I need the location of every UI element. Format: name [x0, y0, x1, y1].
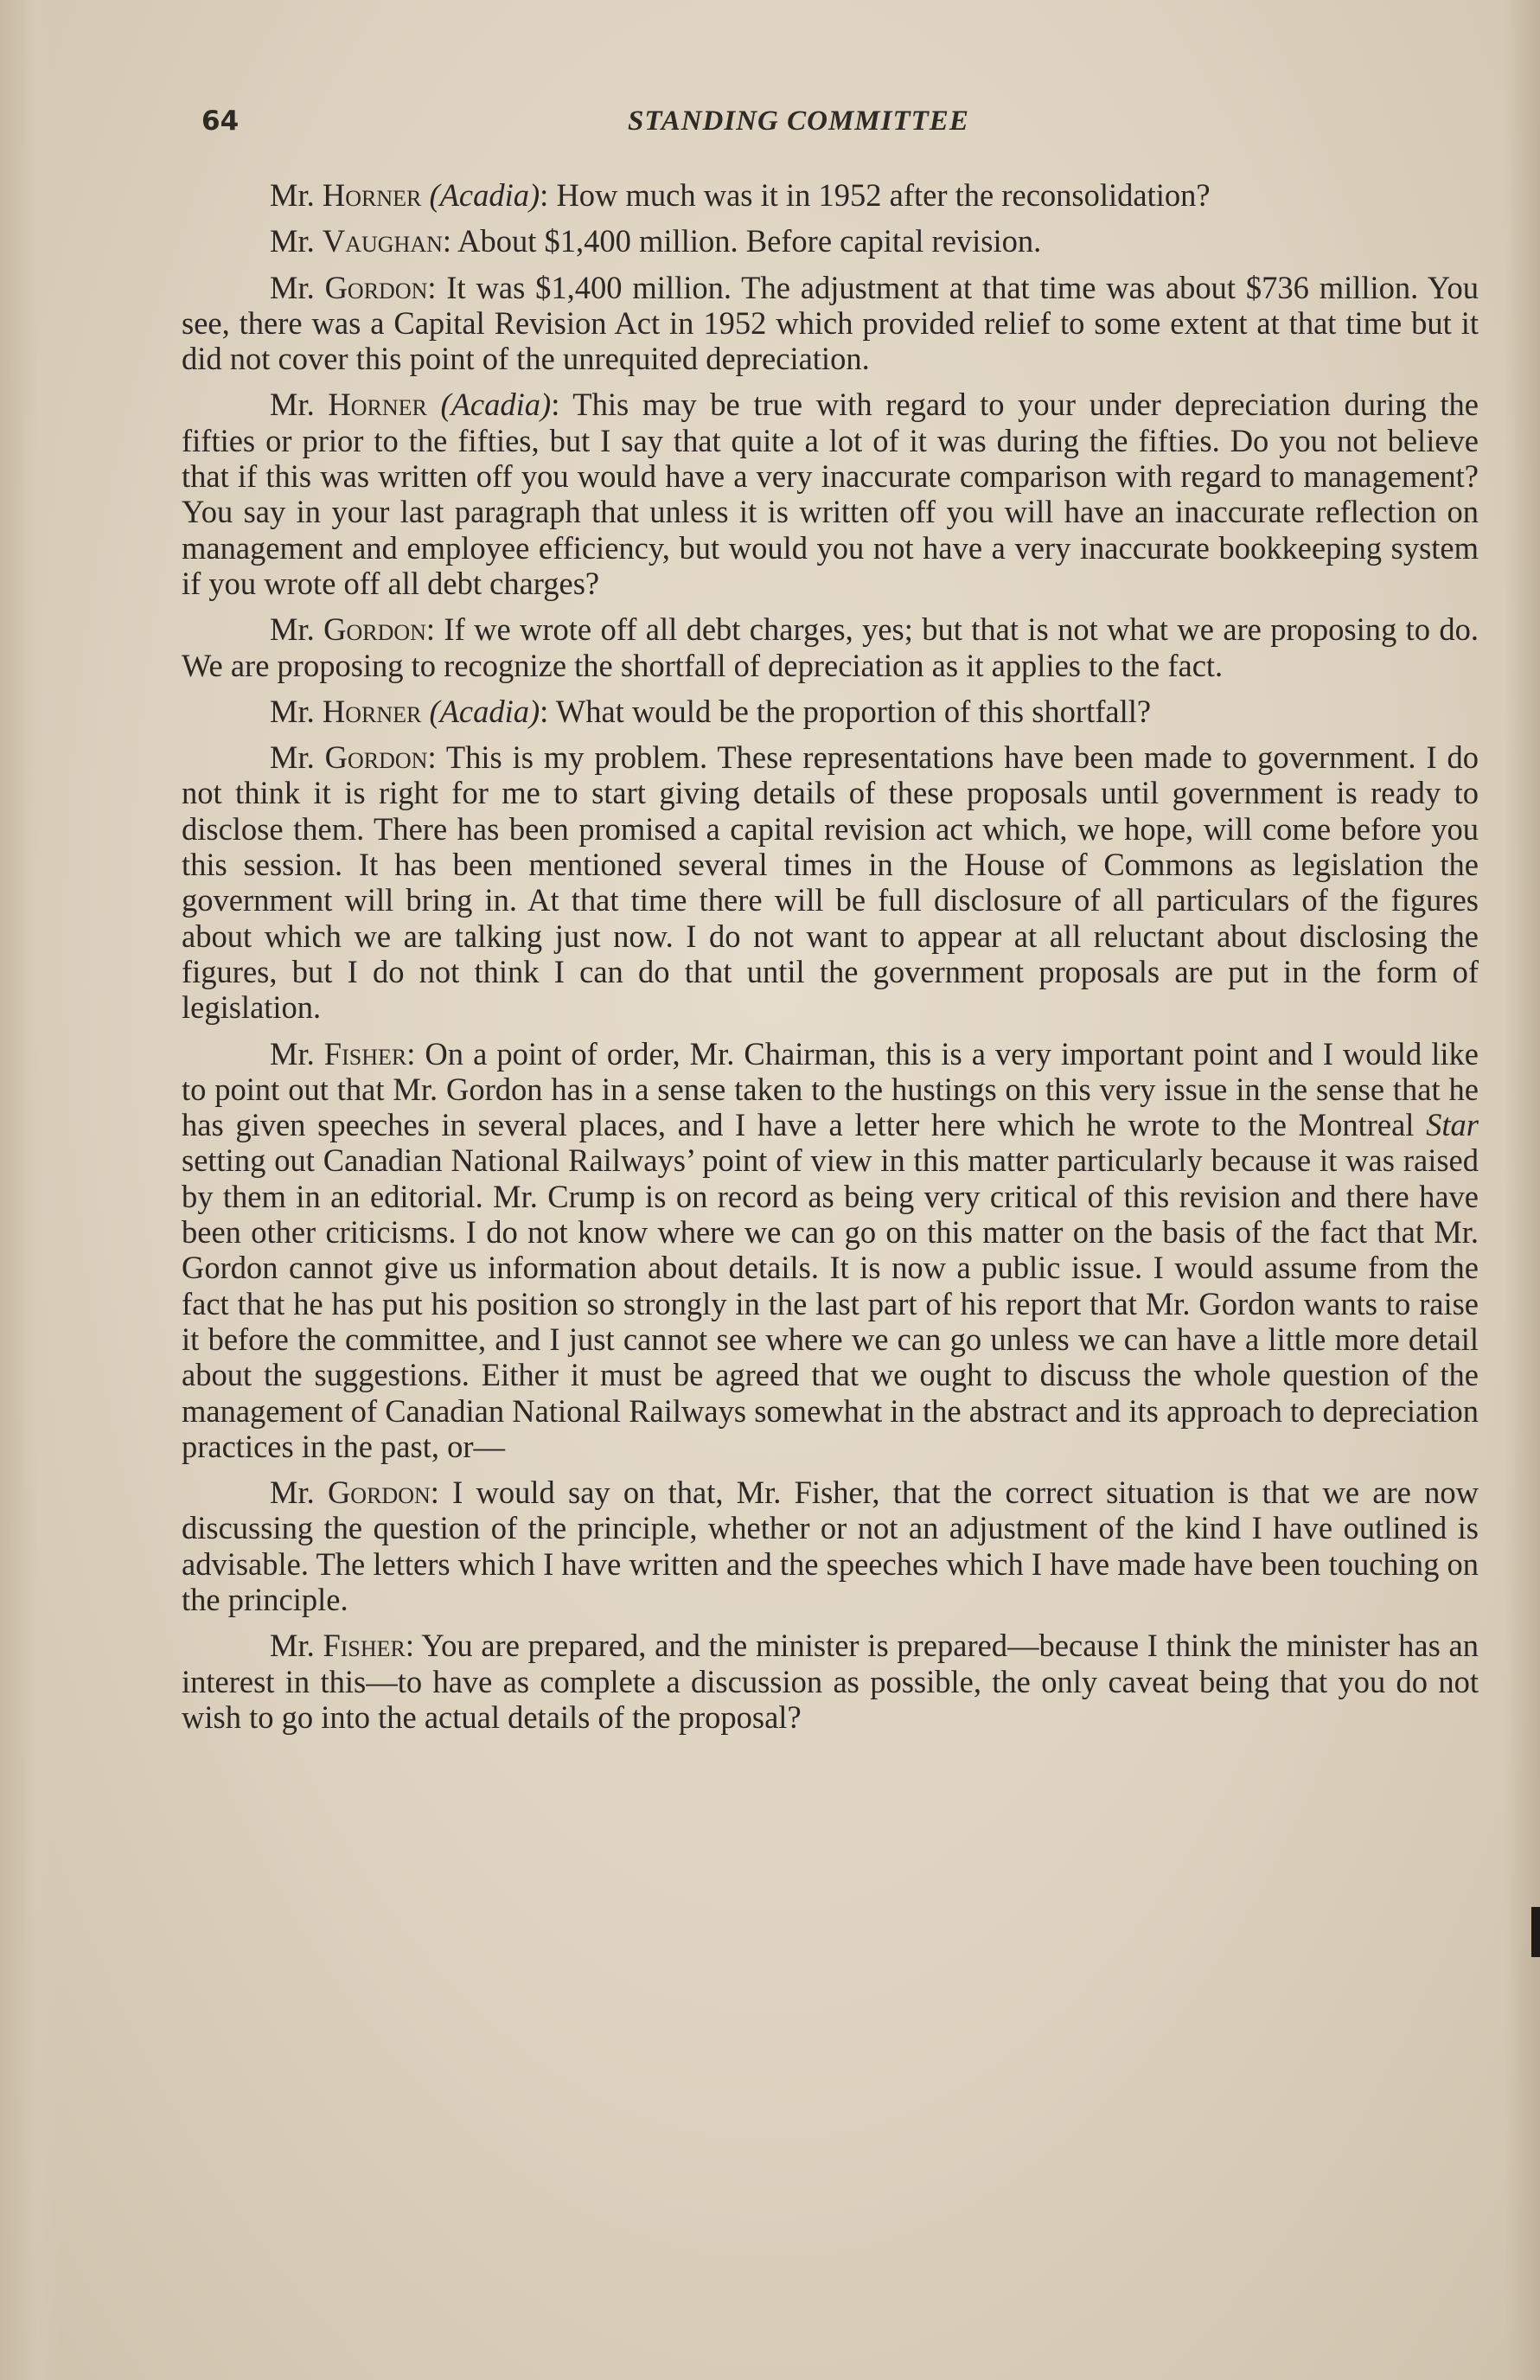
speaker-prefix: Mr. — [270, 1035, 324, 1072]
transcript-paragraph — [182, 739, 1479, 1025]
speaker-prefix: Mr. — [270, 739, 325, 776]
transcript-paragraph — [182, 611, 1479, 683]
transcript-paragraph — [182, 270, 1479, 377]
transcript-paragraph — [182, 387, 1479, 601]
transcript-body — [182, 177, 1479, 1745]
page-header — [201, 106, 1458, 149]
speech-text: : If we wrote off all debt charges, yes; but that is not what we are proposing to do. We are proposing to recognize the shortfall of depreciation as it applies to the fact. — [182, 611, 1479, 683]
speaker-prefix: Mr. — [270, 1475, 328, 1511]
speech-text: : It was $1,400 million. The adjustment at that time was about $736 million. You see, there was a Capital Revision Act in 1952 which provided relief to some extent at that time but it did not cover this point of the unrequited depreciation. — [182, 269, 1479, 377]
speaker-prefix: Mr. — [270, 269, 325, 305]
transcript-paragraph — [182, 1628, 1479, 1735]
speech-text: : About $1,400 million. Before capital revision. — [442, 223, 1042, 259]
speaker-prefix: Mr. — [270, 693, 323, 729]
speech-text: : This is my problem. These representations have been made to government. I do not think it is right for me to start giving details of these proposals until government is ready to disclose them. There has been promised a capital revision act which, we hope, will come before you this session. It has been mentioned several times in the House of Commons as legislation the government will bring in. At that time there will be full disclosure of all particulars of the figures about which we are talking just now. I do not want to appear at all reluctant about disclosing the figures, but I do not think I can do that until the government proposals are put in the form of legislation. — [182, 739, 1479, 1026]
speech-text: : How much was it in 1952 after the reconsolidation? — [540, 177, 1211, 213]
transcript-paragraph — [182, 177, 1479, 213]
page-right-shadow — [1505, 0, 1540, 2380]
speech-text-continued: setting out Canadian National Railways’ point of view in this matter particularly because it was raised by them in an editorial. Mr. Crump is on record as being very critical of this revision and there have been other criticisms. I do not know where we can go on this matter on the basis of the fact that Mr. Gordon cannot give us information about details. It is now a public issue. I would assume from the fact that he has put his position so strongly in the last part of his report that Mr. Gordon wants to raise it before the committee, and I just cannot see where we can go unless we can have a little more detail about the suggestions. Either it must be agreed that we ought to discuss the whole question of the management of Canadian National Railways somewhat in the abstract and its approach to depreciation practices in the past, or— — [182, 1142, 1479, 1464]
speaker-name: Horner — [322, 693, 422, 729]
page-left-shadow — [0, 0, 61, 2380]
transcript-paragraph — [182, 223, 1479, 259]
binding-hole — [1531, 1907, 1540, 1957]
speech-text: : On a point of order, Mr. Chairman, this is a very important point and I would like to point out that Mr. Gordon has in a sense taken to the hustings on this very issue in the sense that he has given speeches in several places, and I have a letter here which he wrote to the Montreal — [182, 1035, 1479, 1143]
speech-text: : This may be true with regard to your under depreciation during the fifties or prior to the fifties, but I say that quite a lot of it was during the fifties. Do you not believe that if this was written off you would have a very inaccurate comparison with regard to management? You say in your last paragraph that unless it is written off you will have an inaccurate reflection on management and employee efficiency, but would you not have a very inaccurate bookkeeping system if you wrote off all debt charges? — [182, 387, 1479, 601]
speaker-name: Gordon — [324, 269, 428, 305]
speaker-affiliation: (Acadia) — [429, 177, 540, 213]
speaker-name: Horner — [322, 177, 422, 213]
speech-text: : I would say on that, Mr. Fisher, that the correct situation is that we are now discussing the question of the principle, whether or not an adjustment of the kind I have outlined is advisable. The letters which I have written and the speeches which I have made have been touching on the principle. — [182, 1475, 1479, 1617]
speaker-name: Gordon — [324, 739, 428, 776]
speaker-prefix: Mr. — [270, 223, 323, 259]
speaker-name: Fisher — [323, 1628, 406, 1664]
speech-text: : What would be the proportion of this shortfall? — [540, 693, 1152, 729]
speaker-affiliation: (Acadia) — [440, 387, 552, 423]
transcript-paragraph — [182, 1036, 1479, 1465]
transcript-paragraph — [182, 694, 1479, 729]
speaker-prefix: Mr. — [270, 1628, 323, 1664]
speaker-name: Fisher — [323, 1035, 407, 1072]
speaker-prefix: Mr. — [270, 177, 323, 213]
speech-text: : You are prepared, and the minister is prepared—because I think the minister has an interest in this—to have as complete a discussion as possible, the only caveat being that you do not wish to go into the actual details of the proposal? — [182, 1628, 1479, 1735]
speaker-prefix: Mr. — [270, 387, 329, 423]
speaker-affiliation: (Acadia) — [429, 693, 540, 729]
speaker-name: Gordon — [323, 611, 426, 648]
speaker-name: Gordon — [327, 1475, 431, 1511]
transcript-paragraph — [182, 1475, 1479, 1617]
speaker-name: Vaughan — [322, 223, 443, 259]
speaker-name: Horner — [328, 387, 427, 423]
page-number: 64 — [201, 106, 240, 137]
newspaper-name: Star — [1426, 1107, 1479, 1143]
running-title: STANDING COMMITTEE — [628, 106, 969, 137]
speaker-prefix: Mr. — [270, 611, 324, 648]
